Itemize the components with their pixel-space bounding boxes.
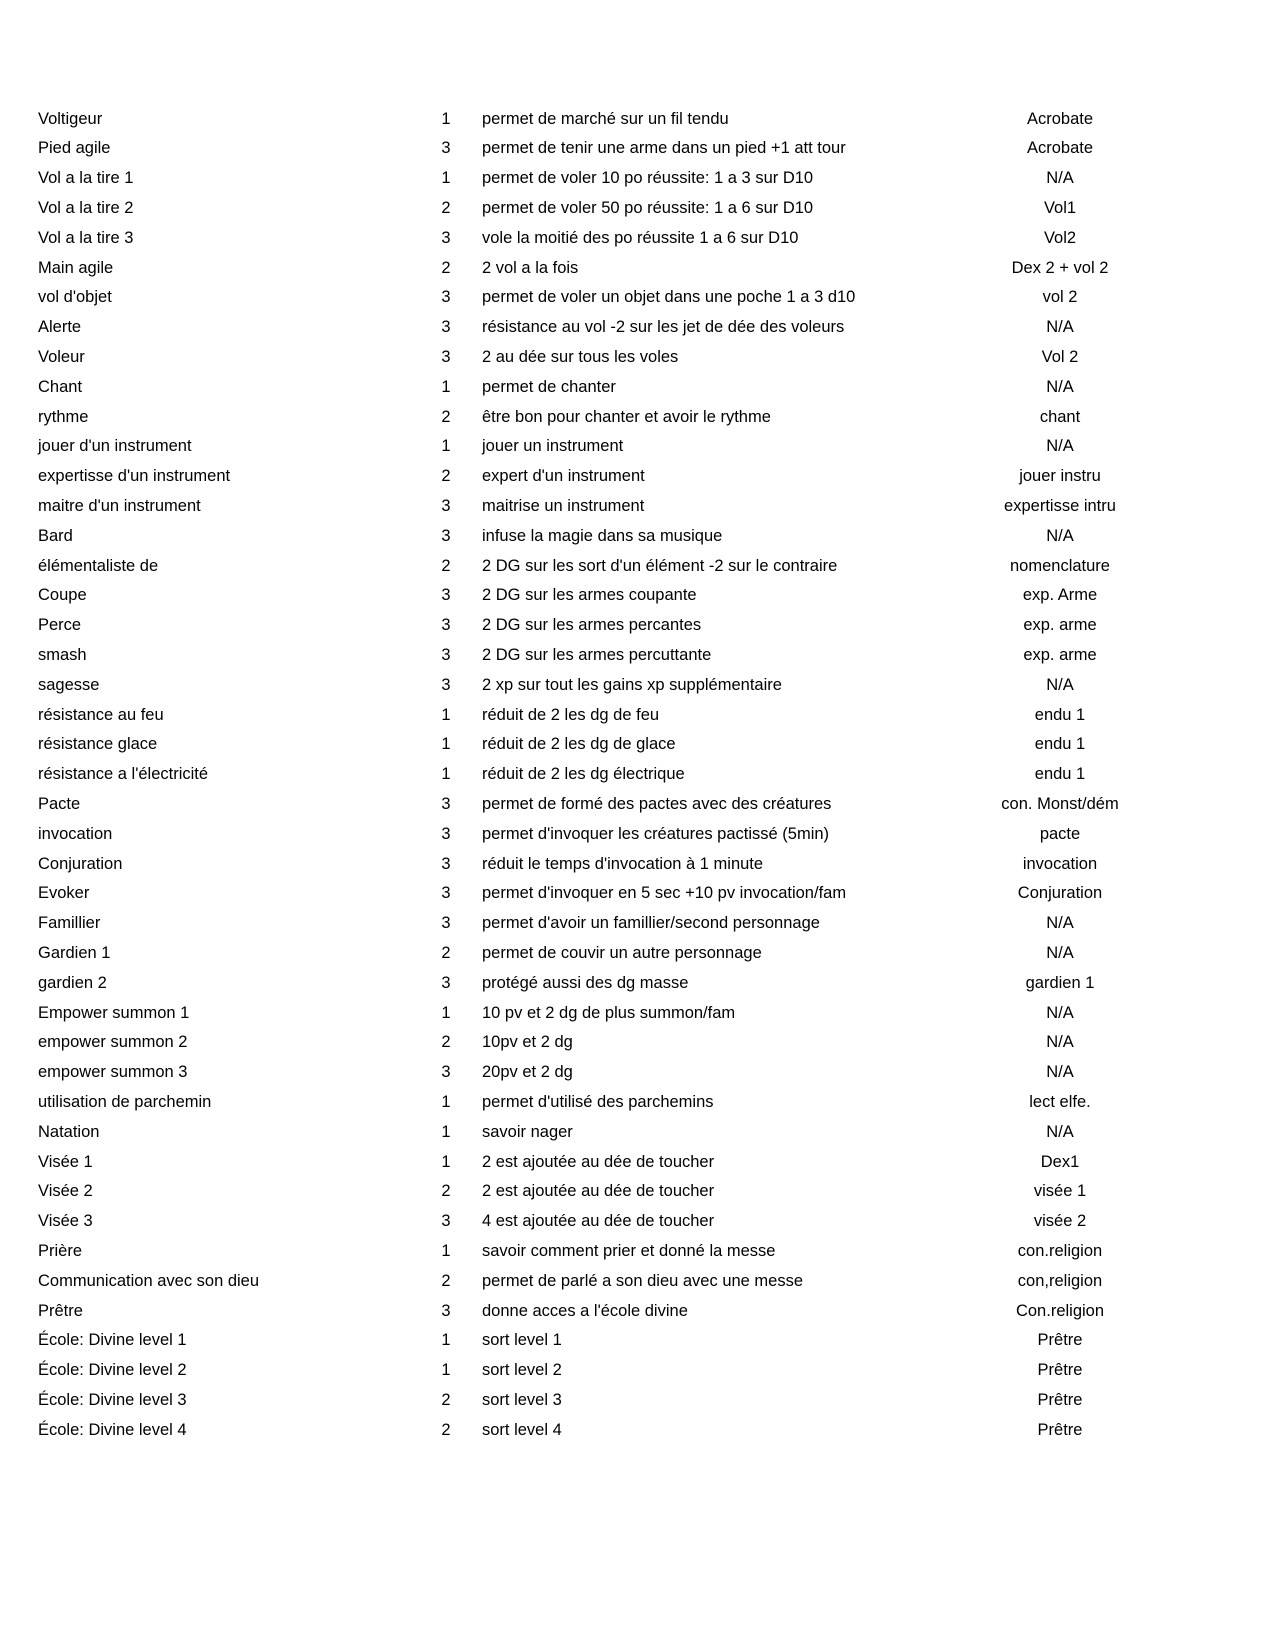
skill-description-cell: 20pv et 2 dg [482, 1063, 573, 1082]
skill-level-cell: 3 [441, 675, 451, 694]
skill-level-cell: 3 [441, 854, 451, 873]
table-row [38, 789, 1138, 819]
skill-level-cell: 2 [441, 1271, 451, 1290]
skill-description-cell: maitrise un instrument [482, 497, 645, 515]
table-row [38, 1326, 1138, 1356]
skill-level-cell: 1 [441, 109, 451, 128]
table-row [38, 879, 1138, 909]
skill-level-cell: 3 [441, 1212, 451, 1231]
table-row [38, 1147, 1138, 1177]
skill-requirement-cell: Prêtre [1037, 1390, 1083, 1409]
table-row [38, 760, 1138, 790]
skill-level-cell: 3 [441, 497, 451, 515]
skill-requirement-cell: exp. arme [1023, 616, 1097, 635]
skill-description-cell: expert d'un instrument [482, 467, 645, 486]
skill-name-cell: utilisation de parchemin [38, 1092, 212, 1111]
table-row [38, 1296, 1138, 1326]
skill-description-cell: jouer un instrument [482, 437, 624, 456]
skill-name-cell: Vol a la tire 1 [38, 169, 134, 188]
table-row [38, 849, 1138, 879]
table-row [38, 491, 1138, 521]
skill-level-cell: 3 [441, 914, 451, 933]
skill-description-cell: savoir comment prier et donné la messe [482, 1241, 776, 1260]
skill-requirement-cell: endu 1 [1034, 735, 1086, 754]
skill-name-cell: expertisse d'un instrument [38, 467, 231, 486]
skill-description-cell: résistance au vol -2 sur les jet de dée des voleurs [482, 318, 845, 337]
skill-requirement-cell: visée 2 [1033, 1212, 1087, 1231]
table-row [38, 670, 1138, 700]
table-row [38, 1385, 1138, 1415]
skill-level-cell: 1 [441, 437, 451, 456]
table-row [38, 104, 1138, 134]
skill-description-cell: 2 est ajoutée au dée de toucher [482, 1182, 715, 1201]
skill-name-cell: Chant [38, 377, 83, 396]
skill-level-cell: 3 [441, 884, 451, 903]
skill-description-cell: permet d'invoquer les créatures pactissé (5min) [482, 824, 830, 843]
skill-level-cell: 1 [441, 765, 451, 784]
skill-description-cell: 2 vol a la fois [482, 258, 579, 277]
skill-level-cell: 2 [441, 943, 451, 962]
skill-name-cell: empower summon 3 [38, 1063, 188, 1082]
skill-description-cell: sort level 4 [482, 1420, 562, 1439]
skill-level-cell: 3 [441, 645, 451, 664]
table-row [38, 402, 1138, 432]
table-row [38, 462, 1138, 492]
skill-description-cell: permet d'invoquer en 5 sec +10 pv invocation/fam [482, 884, 847, 903]
skill-level-cell: 2 [441, 1182, 451, 1201]
skill-name-cell: résistance a l'électricité [38, 765, 209, 784]
table-row [38, 730, 1138, 760]
skill-name-cell: Main agile [38, 258, 114, 277]
skill-requirement-cell: endu 1 [1034, 765, 1086, 784]
skill-level-cell: 1 [441, 377, 451, 396]
skill-name-cell: Perce [38, 616, 82, 635]
skill-level-cell: 3 [441, 139, 451, 158]
skill-name-cell: École: Divine level 3 [38, 1390, 187, 1409]
table-row [38, 283, 1138, 313]
table-row [38, 521, 1138, 551]
skill-name-cell: jouer d'un instrument [38, 437, 192, 456]
skill-level-cell: 3 [441, 794, 451, 813]
table-row [38, 193, 1138, 223]
skill-name-cell: empower summon 2 [38, 1033, 188, 1052]
skill-level-cell: 3 [441, 616, 451, 635]
skill-name-cell: Prière [38, 1241, 83, 1260]
skill-requirement-cell: gardien 1 [1025, 973, 1095, 992]
table-row [38, 1177, 1138, 1207]
skill-name-cell: Vol a la tire 2 [38, 199, 134, 218]
table-row [38, 1087, 1138, 1117]
skill-description-cell: protégé aussi des dg masse [482, 973, 689, 992]
skill-description-cell: réduit de 2 les dg électrique [482, 765, 685, 784]
skill-name-cell: École: Divine level 1 [38, 1331, 187, 1350]
skill-requirement-cell: Con.religion [1015, 1301, 1105, 1320]
skill-name-cell: invocation [38, 824, 113, 843]
table-row [38, 372, 1138, 402]
skill-requirement-cell: N/A [1046, 1063, 1074, 1082]
skill-description-cell: 2 DG sur les armes percuttante [482, 645, 712, 664]
skill-name-cell: résistance au feu [38, 705, 164, 724]
skill-name-cell: Voltigeur [38, 109, 103, 128]
skill-description-cell: permet de voler 50 po réussite: 1 a 6 sur D10 [482, 199, 814, 218]
skill-requirement-cell: N/A [1046, 526, 1074, 545]
table-row [38, 1206, 1138, 1236]
skill-requirement-cell: Prêtre [1037, 1331, 1083, 1350]
skill-requirement-cell: Prêtre [1037, 1420, 1083, 1439]
skill-requirement-cell: nomenclature [1010, 556, 1110, 575]
skill-requirement-cell: visée 1 [1033, 1182, 1087, 1201]
skill-requirement-cell: pacte [1039, 824, 1081, 843]
skill-level-cell: 1 [441, 1092, 451, 1111]
skill-description-cell: 2 au dée sur tous les voles [482, 348, 679, 367]
skill-name-cell: rythme [38, 407, 89, 426]
skill-name-cell: Prêtre [38, 1301, 83, 1320]
table-row [38, 998, 1138, 1028]
skill-level-cell: 3 [441, 348, 451, 367]
skill-level-cell: 1 [441, 1122, 451, 1141]
skill-name-cell: Pacte [38, 794, 81, 813]
skill-name-cell: Coupe [38, 586, 87, 605]
skill-description-cell: savoir nager [482, 1122, 573, 1141]
skill-name-cell: Voleur [38, 348, 85, 367]
skill-name-cell: Visée 1 [38, 1152, 93, 1171]
skill-requirement-cell: N/A [1046, 318, 1074, 337]
table-row [38, 1266, 1138, 1296]
table-row [38, 134, 1138, 164]
skill-description-cell: permet d'utilisé des parchemins [482, 1092, 714, 1111]
skill-requirement-cell: Vol2 [1043, 228, 1077, 247]
skill-requirement-cell: endu 1 [1034, 705, 1086, 724]
skill-description-cell: sort level 2 [482, 1361, 562, 1380]
table-row [38, 938, 1138, 968]
skill-description-cell: être bon pour chanter et avoir le rythme [482, 407, 771, 426]
table-row [38, 1236, 1138, 1266]
table-row [38, 1117, 1138, 1147]
skill-requirement-cell: con.religion [1017, 1241, 1103, 1260]
skill-level-cell: 2 [441, 407, 451, 426]
skill-name-cell: Pied agile [38, 139, 111, 158]
skill-description-cell: 2 DG sur les armes coupante [482, 586, 697, 605]
skill-description-cell: 4 est ajoutée au dée de toucher [482, 1212, 715, 1231]
skill-name-cell: Empower summon 1 [38, 1003, 190, 1022]
skill-level-cell: 2 [441, 199, 451, 218]
skill-description-cell: 2 DG sur les armes percantes [482, 616, 702, 635]
skill-name-cell: résistance glace [38, 735, 158, 754]
table-row [38, 313, 1138, 343]
skill-requirement-cell: invocation [1022, 854, 1098, 873]
skill-level-cell: 1 [441, 1003, 451, 1022]
skill-requirement-cell: N/A [1046, 1122, 1074, 1141]
skill-description-cell: permet de tenir une arme dans un pied +1 att tour [482, 139, 846, 158]
skill-description-cell: permet d'avoir un famillier/second personnage [482, 914, 820, 933]
skill-level-cell: 3 [441, 288, 451, 307]
skill-description-cell: infuse la magie dans sa musique [482, 526, 723, 545]
skill-name-cell: École: Divine level 4 [38, 1420, 187, 1439]
skill-requirement-cell: con. Monst/dém [1001, 794, 1119, 813]
skill-description-cell: sort level 1 [482, 1331, 562, 1350]
skill-description-cell: permet de formé des pactes avec des créatures [482, 794, 832, 813]
skill-description-cell: 10 pv et 2 dg de plus summon/fam [482, 1003, 736, 1022]
skill-requirement-cell: jouer instru [1019, 467, 1101, 486]
skill-name-cell: Visée 3 [38, 1212, 93, 1231]
table-row [38, 611, 1138, 641]
skill-requirement-cell: N/A [1046, 943, 1074, 962]
skill-level-cell: 3 [441, 318, 451, 337]
table-row [38, 640, 1138, 670]
skill-level-cell: 1 [441, 169, 451, 188]
table-row [38, 253, 1138, 283]
table-row [38, 1355, 1138, 1385]
skill-level-cell: 3 [441, 586, 451, 605]
skill-requirement-cell: lect elfe. [1029, 1092, 1091, 1111]
skill-level-cell: 3 [441, 824, 451, 843]
skill-level-cell: 1 [441, 1361, 451, 1380]
skill-description-cell: vole la moitié des po réussite 1 a 6 sur D10 [482, 228, 799, 247]
skill-level-cell: 1 [441, 1152, 451, 1171]
skill-requirement-cell: N/A [1046, 914, 1074, 933]
skill-description-cell: sort level 3 [482, 1390, 562, 1409]
skill-level-cell: 1 [441, 1331, 451, 1350]
skill-requirement-cell: Acrobate [1026, 139, 1094, 158]
table-row [38, 432, 1138, 462]
skill-level-cell: 2 [441, 556, 451, 575]
skill-description-cell: permet de couvir un autre personnage [482, 943, 762, 962]
skill-level-cell: 2 [441, 258, 451, 277]
skill-requirement-cell: Vol1 [1043, 199, 1077, 218]
skill-requirement-cell: Dex1 [1040, 1152, 1080, 1171]
skill-level-cell: 1 [441, 735, 451, 754]
skill-level-cell: 3 [441, 1301, 451, 1320]
skill-name-cell: maitre d'un instrument [38, 497, 201, 515]
skill-requirement-cell: exp. arme [1023, 645, 1097, 664]
table-row [38, 581, 1138, 611]
skill-description-cell: réduit de 2 les dg de feu [482, 705, 660, 724]
skill-requirement-cell: N/A [1046, 437, 1074, 456]
skill-name-cell: Evoker [38, 884, 90, 903]
skill-requirement-cell: chant [1039, 407, 1081, 426]
skill-name-cell: Natation [38, 1122, 100, 1141]
table-row [38, 1058, 1138, 1088]
table-row [38, 551, 1138, 581]
skill-description-cell: permet de parlé a son dieu avec une messe [482, 1271, 804, 1290]
skill-level-cell: 2 [441, 1033, 451, 1052]
skill-requirement-cell: expertisse intru [1004, 497, 1116, 515]
table-row [38, 968, 1138, 998]
skill-requirement-cell: N/A [1046, 1003, 1074, 1022]
skill-description-cell: 10pv et 2 dg [482, 1033, 573, 1052]
skill-level-cell: 3 [441, 1063, 451, 1082]
skill-description-cell: réduit le temps d'invocation à 1 minute [482, 854, 764, 873]
skill-name-cell: Gardien 1 [38, 943, 111, 962]
skill-requirement-cell: Prêtre [1037, 1361, 1083, 1380]
skill-description-cell: donne acces a l'école divine [482, 1301, 688, 1320]
skill-level-cell: 3 [441, 973, 451, 992]
skill-requirement-cell: N/A [1046, 169, 1074, 188]
skill-name-cell: gardien 2 [38, 973, 107, 992]
skill-requirement-cell: Acrobate [1026, 109, 1094, 128]
skill-name-cell: Bard [38, 526, 73, 545]
skill-requirement-cell: Dex 2 + vol 2 [1011, 258, 1109, 277]
skill-requirement-cell: vol 2 [1042, 288, 1078, 307]
table-row [38, 223, 1138, 253]
skill-description-cell: 2 est ajoutée au dée de toucher [482, 1152, 715, 1171]
skill-requirement-cell: Conjuration [1017, 884, 1103, 903]
skill-name-cell: Visée 2 [38, 1182, 93, 1201]
skill-level-cell: 2 [441, 467, 451, 486]
skill-level-cell: 2 [441, 1420, 451, 1439]
table-row [38, 909, 1138, 939]
skill-description-cell: permet de voler un objet dans une poche 1 a 3 d10 [482, 288, 856, 307]
skill-name-cell: Famillier [38, 914, 101, 933]
skill-requirement-cell: N/A [1046, 675, 1074, 694]
table-row [38, 1028, 1138, 1058]
skill-description-cell: 2 xp sur tout les gains xp supplémentaire [482, 675, 782, 694]
skill-description-cell: permet de chanter [482, 377, 616, 396]
table-row [38, 700, 1138, 730]
skill-level-cell: 3 [441, 526, 451, 545]
skill-description-cell: permet de marché sur un fil tendu [482, 109, 729, 128]
skill-level-cell: 3 [441, 228, 451, 247]
skill-requirement-cell: Vol 2 [1041, 348, 1079, 367]
skill-name-cell: smash [38, 645, 87, 664]
skill-name-cell: École: Divine level 2 [38, 1361, 187, 1380]
table-row [38, 164, 1138, 194]
skill-requirement-cell: con,religion [1017, 1271, 1103, 1290]
skill-table-body [38, 104, 1138, 1445]
skill-table [38, 104, 1138, 1445]
skill-name-cell: Vol a la tire 3 [38, 228, 134, 247]
skill-requirement-cell: exp. Arme [1022, 586, 1098, 605]
skill-name-cell: Conjuration [38, 854, 123, 873]
skill-level-cell: 1 [441, 705, 451, 724]
skill-name-cell: Alerte [38, 318, 82, 337]
skill-requirement-cell: N/A [1046, 1033, 1074, 1052]
table-row [38, 819, 1138, 849]
skill-requirement-cell: N/A [1046, 377, 1074, 396]
skill-level-cell: 1 [441, 1241, 451, 1260]
skill-name-cell: Communication avec son dieu [38, 1271, 260, 1290]
skill-description-cell: réduit de 2 les dg de glace [482, 735, 676, 754]
skill-name-cell: vol d'objet [38, 288, 112, 307]
skill-level-cell: 2 [441, 1390, 451, 1409]
table-row [38, 342, 1138, 372]
skill-description-cell: 2 DG sur les sort d'un élément -2 sur le contraire [482, 556, 838, 575]
skill-name-cell: élémentaliste de [38, 556, 159, 575]
skill-name-cell: sagesse [38, 675, 100, 694]
table-row [38, 1415, 1138, 1445]
skill-description-cell: permet de voler 10 po réussite: 1 a 3 sur D10 [482, 169, 814, 188]
